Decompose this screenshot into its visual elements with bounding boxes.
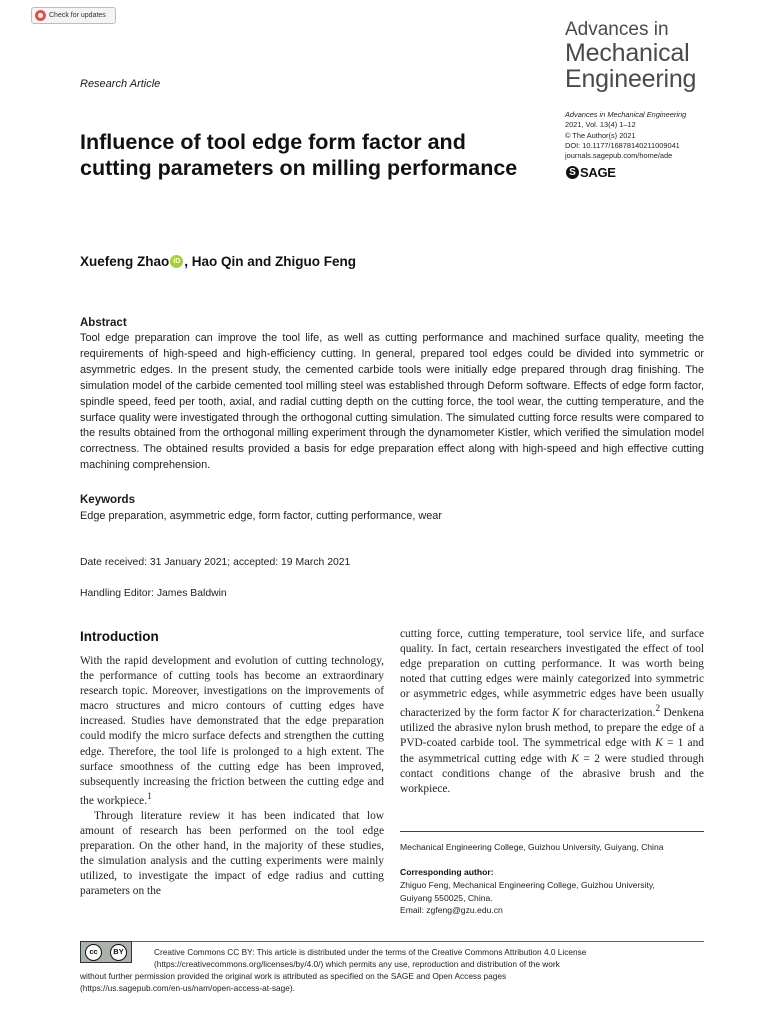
citation-1[interactable]: 1: [147, 791, 152, 802]
journal-info: [565, 110, 686, 161]
corresponding-author-details: [400, 879, 704, 917]
license-divider: [80, 941, 704, 942]
right-text-b: for characterization.: [559, 707, 656, 720]
journal-logo: [565, 20, 696, 92]
check-for-updates-icon: [35, 10, 46, 21]
affiliation: Mechanical Engineering College, Guizhou University, Guiyang, China: [400, 842, 664, 852]
right-text-c: Denkena utilized the abrasive nylon brush method, to prepare the edge of a PVD-coated carbide tool. The symmetrical edge with: [400, 707, 704, 750]
keywords-text: Edge preparation, asymmetric edge, form factor, cutting performance, wear: [80, 510, 442, 522]
author-rest: , Hao Qin and Zhiguo Feng: [184, 254, 357, 269]
form-factor-symbol: K: [655, 737, 663, 750]
introduction-right-column: [400, 627, 704, 797]
right-text-a: cutting force, cutting temperature, tool service life, and surface quality. In fact, certain researchers investigated the effect of tool edge preparation on cutting performance. It was worth being noted that cutting edges were mainly categorized into symmetric or asymmetric edges, while asymmetric edges have been usually characterized by the form factor: [400, 628, 704, 720]
creative-commons-icon: cc: [85, 944, 102, 961]
sage-logo: [566, 165, 616, 180]
sage-icon: S: [566, 166, 579, 179]
license-line-3: without further permission provided the original work is attributed as specified on the SAGE and Open Access pages: [80, 971, 507, 981]
corresponding-email[interactable]: Email: zgfeng@gzu.edu.cn: [400, 905, 503, 915]
corresponding-line-2: Guiyang 550025, China.: [400, 892, 493, 903]
footnote-divider: [400, 831, 704, 832]
journal-doi[interactable]: DOI: 10.1177/16878140211009041: [565, 140, 680, 150]
license-line-1: Creative Commons CC BY: This article is distributed under the terms of the Creative Commons Attribution 4.0 License: [154, 947, 587, 957]
introduction-left-column: [80, 654, 384, 899]
article-type: Research Article: [80, 78, 161, 90]
intro-paragraph-1: [80, 654, 384, 809]
author-list: [80, 254, 356, 269]
intro-paragraph-2: Through literature review it has been indicated that low amount of research has been performed on the tool edge preparation. On the other hand, in the majority of these studies, the simulation analysis and the cutting experiments were mainly utilized, to investigate the impact of edge radius and cutting parameters on the: [80, 809, 384, 898]
abstract-text: Tool edge preparation can improve the tool life, as well as cutting performance and machined surface quality, meeting the requirements of high-speed and high-efficiency cutting. In general, prepared tool edges could be divided into symmetric or asymmetric edges. In the present study, the cemented carbide tools were initially edge prepared through drag finishing. The simulation model of the carbide cemented tool milling steel was established through Deform software. Effects of edge form factor, spindle speed, feed per tooth, axial, and radial cutting depth on the cutting force, the tool wear, the cutting temperature, and the surface quality were investigated through the orthogonal cutting simulation. The simulated cutting force results were compared to the results obtained from the orthogonal milling experiment through the dynamometer Kistler, which verified the simulation model correctness. The obtained results provided a basis for edge preparation effect along with high-speed and high effective cutting machining comprehension.: [80, 332, 704, 472]
corresponding-author-heading: Corresponding author:: [400, 867, 494, 877]
intro-paragraph-1-text: With the rapid development and evolution of cutting technology, the performance of cutting tools has become an extraordinary research topic. Moreover, investigations on the improvements of macro structures and micro contours of cutting edges have increased. Studies have demonstrated that the edge preparation could modify the micro surface defects and strengthen the cutting edge. Therefore, the tool life is prolonged to a high extent. The surface smoothness of the cutting edge has been improved, subsequently increasing the friction between the cutting edge and the workpiece.: [80, 655, 384, 807]
author-first: Xuefeng Zhao: [80, 254, 170, 269]
check-for-updates-button[interactable]: [31, 7, 116, 24]
intro-paragraph-continued: [400, 627, 704, 797]
right-text-d: = 1 and the asymmetrical cutting edge with: [400, 737, 705, 765]
check-for-updates-label: Check for updates: [49, 12, 106, 19]
right-text-e: = 2 were studied through contact conditions change of the abrasive brush and the workpiece.: [400, 752, 704, 795]
journal-volume: 2021, Vol. 13(4) 1–12: [565, 120, 636, 130]
paper-title: Influence of tool edge form factor and cutting parameters on milling performance: [80, 130, 518, 180]
license-line-2[interactable]: (https://creativecommons.org/licenses/by/4.0/) which permits any use, reproduction and distribution of the work: [154, 959, 560, 969]
introduction-heading: Introduction: [80, 629, 159, 644]
journal-logo-line3: Engineering: [565, 65, 697, 93]
date-received: Date received: 31 January 2021; accepted: 19 March 2021: [80, 557, 351, 568]
corresponding-line-1: Zhiguo Feng, Mechanical Engineering College, Guizhou University,: [400, 880, 655, 890]
keywords-heading: Keywords: [80, 494, 135, 506]
journal-copyright: © The Author(s) 2021: [565, 130, 636, 140]
sage-wordmark: SAGE: [580, 165, 616, 180]
journal-logo-line1: Advances in: [565, 19, 669, 40]
handling-editor: Handling Editor: James Baldwin: [80, 588, 227, 599]
journal-name: Advances in Mechanical Engineering: [565, 110, 687, 119]
citation-2[interactable]: 2: [655, 704, 661, 715]
license-text: [80, 946, 704, 994]
journal-logo-line2: Mechanical: [565, 39, 690, 67]
license-line-4[interactable]: (https://us.sagepub.com/en-us/nam/open-access-at-sage).: [80, 983, 295, 993]
orcid-icon[interactable]: iD: [170, 255, 183, 268]
abstract-heading: Abstract: [80, 317, 127, 329]
form-factor-symbol: K: [571, 752, 579, 765]
form-factor-symbol: K: [551, 707, 560, 720]
attribution-icon: BY: [110, 944, 127, 961]
journal-url[interactable]: journals.sagepub.com/home/ade: [565, 151, 673, 161]
